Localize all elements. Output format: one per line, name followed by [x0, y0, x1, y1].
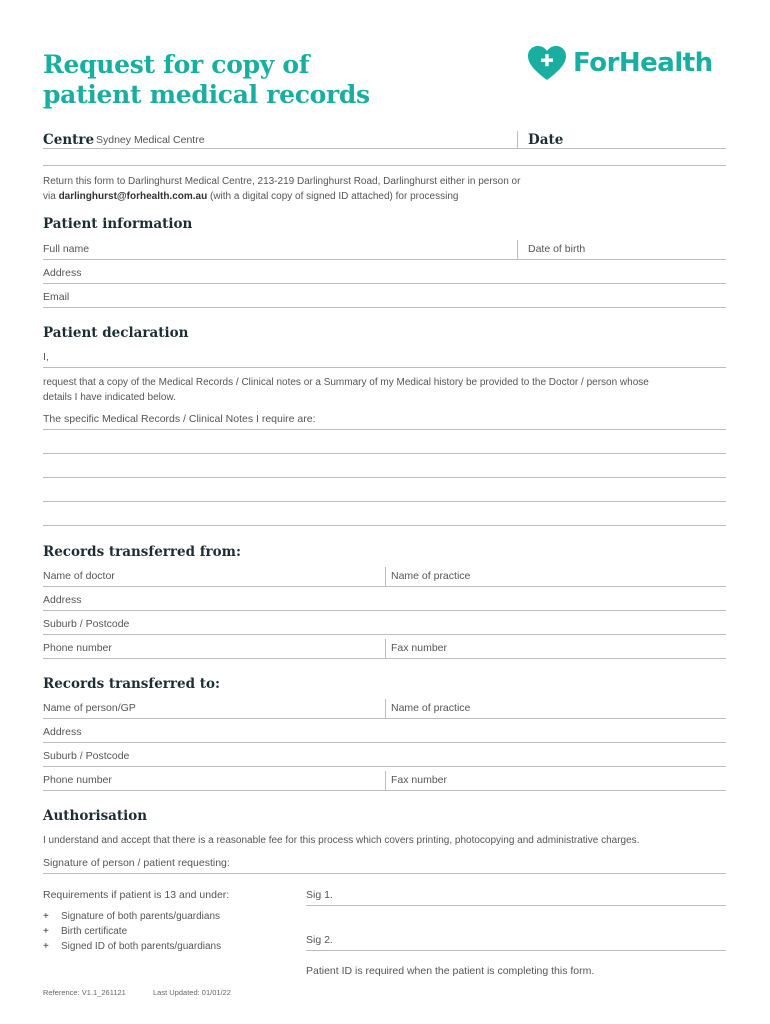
divider: [385, 639, 386, 658]
divider: [43, 873, 726, 874]
plus-icon: +: [43, 941, 49, 952]
divider: [43, 658, 726, 659]
footer-reference: Reference: V1.1_261121: [43, 988, 126, 997]
from-practice-field[interactable]: Name of practice: [391, 570, 471, 582]
instructions-prefix: via: [43, 191, 59, 202]
sig1-field[interactable]: Sig 1.: [306, 889, 333, 901]
from-fax-field[interactable]: Fax number: [391, 642, 448, 654]
from-suburb-field[interactable]: Suburb / Postcode: [43, 618, 130, 630]
divider: [43, 766, 726, 767]
patient-info-heading: Patient information: [43, 216, 193, 232]
declaration-heading: Patient declaration: [43, 325, 189, 341]
authorisation-text: I understand and accept that there is a reasonable fee for this process which covers printing, photocopying and administrative charges.: [43, 835, 640, 846]
declaration-name-field[interactable]: I,: [43, 351, 49, 363]
divider: [517, 131, 518, 148]
full-name-field[interactable]: Full name: [43, 243, 90, 255]
sig2-line: [306, 950, 726, 951]
footer-last-updated: Last Updated: 01/01/22: [153, 988, 231, 997]
divider: [43, 429, 726, 430]
declaration-text-1: request that a copy of the Medical Records / Clinical notes or a Summary of my Medical history be provided to the Doctor / person whose: [43, 377, 649, 388]
from-heading: Records transferred from:: [43, 544, 241, 560]
divider: [43, 259, 726, 260]
divider: [43, 501, 726, 502]
email-link[interactable]: darlinghurst@forhealth.com.au: [58, 191, 208, 202]
divider: [43, 453, 726, 454]
divider: [385, 567, 386, 586]
title-line-2: patient medical records: [43, 80, 370, 109]
from-address-field[interactable]: Address: [43, 594, 82, 606]
dob-field[interactable]: Date of birth: [528, 243, 586, 255]
instructions-line-1: Return this form to Darlinghurst Medical Centre, 213-219 Darlinghurst Road, Darlinghurst either in person or: [43, 176, 521, 187]
authorisation-heading: Authorisation: [43, 808, 148, 824]
list-item: [43, 939, 221, 954]
plus-icon: +: [43, 926, 49, 937]
to-suburb-field[interactable]: Suburb / Postcode: [43, 750, 130, 762]
to-fax-field[interactable]: Fax number: [391, 774, 448, 786]
list-item-label: Birth certificate: [61, 926, 128, 937]
divider: [43, 718, 726, 719]
divider: [517, 240, 518, 259]
divider: [43, 477, 726, 478]
sig1-line: [306, 905, 726, 906]
to-practice-field[interactable]: Name of practice: [391, 702, 471, 714]
page-title: [43, 50, 370, 110]
specific-records-field[interactable]: The specific Medical Records / Clinical Notes I require are:: [43, 413, 316, 425]
to-address-field[interactable]: Address: [43, 726, 82, 738]
heart-plus-icon: [527, 46, 567, 82]
from-phone-field[interactable]: Phone number: [43, 642, 112, 654]
divider: [385, 699, 386, 718]
divider: [385, 771, 386, 790]
to-person-field[interactable]: Name of person/GP: [43, 702, 136, 714]
divider: [43, 367, 726, 368]
signature-field[interactable]: Signature of person / patient requesting:: [43, 857, 230, 869]
divider: [43, 525, 726, 526]
declaration-text-2: details I have indicated below.: [43, 392, 176, 403]
divider: [43, 742, 726, 743]
address-field[interactable]: Address: [43, 267, 82, 279]
divider: [43, 610, 726, 611]
from-doctor-field[interactable]: Name of doctor: [43, 570, 115, 582]
divider: [43, 165, 726, 166]
instructions-suffix: (with a digital copy of signed ID attached) for processing: [207, 191, 459, 202]
requirements-label: Requirements if patient is 13 and under:: [43, 889, 230, 901]
to-phone-field[interactable]: Phone number: [43, 774, 112, 786]
email-field[interactable]: Email: [43, 291, 70, 303]
date-label: Date: [528, 132, 564, 148]
divider: [43, 634, 726, 635]
divider: [43, 790, 726, 791]
list-item-label: Signed ID of both parents/guardians: [61, 941, 222, 952]
brand-logo-text: ForHealth: [573, 48, 713, 78]
list-item-label: Signature of both parents/guardians: [61, 911, 220, 922]
list-item: [43, 924, 127, 939]
centre-label: Centre: [43, 132, 95, 148]
title-line-1: Request for copy of: [43, 50, 310, 79]
plus-icon: +: [43, 911, 49, 922]
patient-id-note: Patient ID is required when the patient is completing this form.: [306, 965, 595, 977]
to-heading: Records transferred to:: [43, 676, 220, 692]
divider: [43, 307, 726, 308]
centre-value[interactable]: Sydney Medical Centre: [96, 134, 205, 146]
instructions-line-2: [43, 189, 458, 204]
divider: [43, 283, 726, 284]
divider: [43, 586, 726, 587]
centre-line: [43, 148, 726, 149]
sig2-field[interactable]: Sig 2.: [306, 934, 333, 946]
list-item: [43, 909, 220, 924]
